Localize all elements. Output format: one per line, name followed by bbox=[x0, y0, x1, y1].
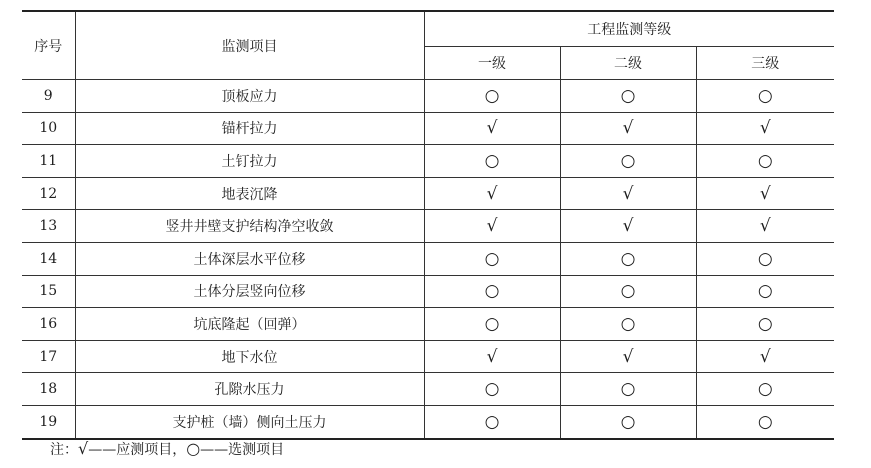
row-item: 支护桩（墙）侧向土压力 bbox=[75, 405, 424, 438]
row-mark-level-1: √ bbox=[424, 112, 560, 145]
row-no: 19 bbox=[22, 405, 75, 438]
table-row bbox=[22, 112, 834, 145]
row-mark-level-1: √ bbox=[424, 210, 560, 243]
row-mark-level-2: √ bbox=[560, 112, 696, 145]
row-no: 16 bbox=[22, 308, 75, 341]
table-row bbox=[22, 308, 834, 341]
row-mark-level-2: ○ bbox=[560, 145, 696, 178]
row-item: 孔隙水压力 bbox=[75, 373, 424, 406]
table-row bbox=[22, 177, 834, 210]
header-item: 监测项目 bbox=[75, 11, 424, 80]
row-mark-level-1: ○ bbox=[424, 405, 560, 438]
header-level-1: 一级 bbox=[424, 47, 560, 80]
row-mark-level-3: √ bbox=[696, 177, 834, 210]
row-mark-level-3: ○ bbox=[696, 242, 834, 275]
row-mark-level-3: √ bbox=[696, 340, 834, 373]
row-no: 9 bbox=[22, 80, 75, 113]
row-mark-level-1: √ bbox=[424, 340, 560, 373]
row-no: 13 bbox=[22, 210, 75, 243]
row-mark-level-2: √ bbox=[560, 340, 696, 373]
row-mark-level-3: √ bbox=[696, 112, 834, 145]
row-mark-level-3: ○ bbox=[696, 80, 834, 113]
table-row bbox=[22, 145, 834, 178]
monitoring-table-container bbox=[22, 10, 834, 440]
row-mark-level-2: ○ bbox=[560, 242, 696, 275]
check-mark-icon: √ bbox=[78, 439, 89, 458]
row-mark-level-1: ○ bbox=[424, 242, 560, 275]
row-item: 竖井井壁支护结构净空收敛 bbox=[75, 210, 424, 243]
note-circle-text: ——选测项目 bbox=[200, 442, 285, 458]
row-item: 地下水位 bbox=[75, 340, 424, 373]
row-mark-level-1: ○ bbox=[424, 373, 560, 406]
table-row bbox=[22, 405, 834, 438]
row-item: 土体深层水平位移 bbox=[75, 242, 424, 275]
row-mark-level-3: ○ bbox=[696, 145, 834, 178]
row-no: 18 bbox=[22, 373, 75, 406]
monitoring-table bbox=[22, 10, 834, 440]
row-mark-level-2: ○ bbox=[560, 405, 696, 438]
row-mark-level-3: ○ bbox=[696, 308, 834, 341]
row-item: 土体分层竖向位移 bbox=[75, 275, 424, 308]
table-header bbox=[22, 11, 834, 80]
table-body bbox=[22, 80, 834, 439]
table-row bbox=[22, 210, 834, 243]
row-mark-level-2: ○ bbox=[560, 373, 696, 406]
row-mark-level-2: √ bbox=[560, 210, 696, 243]
row-no: 17 bbox=[22, 340, 75, 373]
row-mark-level-1: ○ bbox=[424, 145, 560, 178]
row-item: 顶板应力 bbox=[75, 80, 424, 113]
row-mark-level-3: √ bbox=[696, 210, 834, 243]
header-no: 序号 bbox=[22, 11, 75, 80]
row-mark-level-1: √ bbox=[424, 177, 560, 210]
row-item: 地表沉降 bbox=[75, 177, 424, 210]
row-mark-level-3: ○ bbox=[696, 275, 834, 308]
header-level-3: 三级 bbox=[696, 47, 834, 80]
header-level-2: 二级 bbox=[560, 47, 696, 80]
table-row bbox=[22, 373, 834, 406]
table-row bbox=[22, 80, 834, 113]
table-row bbox=[22, 340, 834, 373]
row-item: 坑底隆起（回弹） bbox=[75, 308, 424, 341]
header-level-group: 工程监测等级 bbox=[424, 11, 834, 47]
table-row bbox=[22, 275, 834, 308]
table-row bbox=[22, 242, 834, 275]
circle-mark-icon: ○ bbox=[186, 439, 201, 458]
header-row-top bbox=[22, 11, 834, 47]
row-no: 11 bbox=[22, 145, 75, 178]
row-mark-level-1: ○ bbox=[424, 275, 560, 308]
note-prefix: 注： bbox=[50, 442, 78, 458]
table-footnote bbox=[50, 439, 284, 459]
row-mark-level-1: ○ bbox=[424, 308, 560, 341]
row-mark-level-2: √ bbox=[560, 177, 696, 210]
row-mark-level-3: ○ bbox=[696, 373, 834, 406]
row-mark-level-1: ○ bbox=[424, 80, 560, 113]
row-no: 10 bbox=[22, 112, 75, 145]
note-check-text: ——应测项目， bbox=[88, 442, 187, 458]
row-mark-level-3: ○ bbox=[696, 405, 834, 438]
row-no: 12 bbox=[22, 177, 75, 210]
row-mark-level-2: ○ bbox=[560, 308, 696, 341]
row-no: 15 bbox=[22, 275, 75, 308]
row-mark-level-2: ○ bbox=[560, 80, 696, 113]
row-mark-level-2: ○ bbox=[560, 275, 696, 308]
row-item: 土钉拉力 bbox=[75, 145, 424, 178]
row-item: 锚杆拉力 bbox=[75, 112, 424, 145]
row-no: 14 bbox=[22, 242, 75, 275]
